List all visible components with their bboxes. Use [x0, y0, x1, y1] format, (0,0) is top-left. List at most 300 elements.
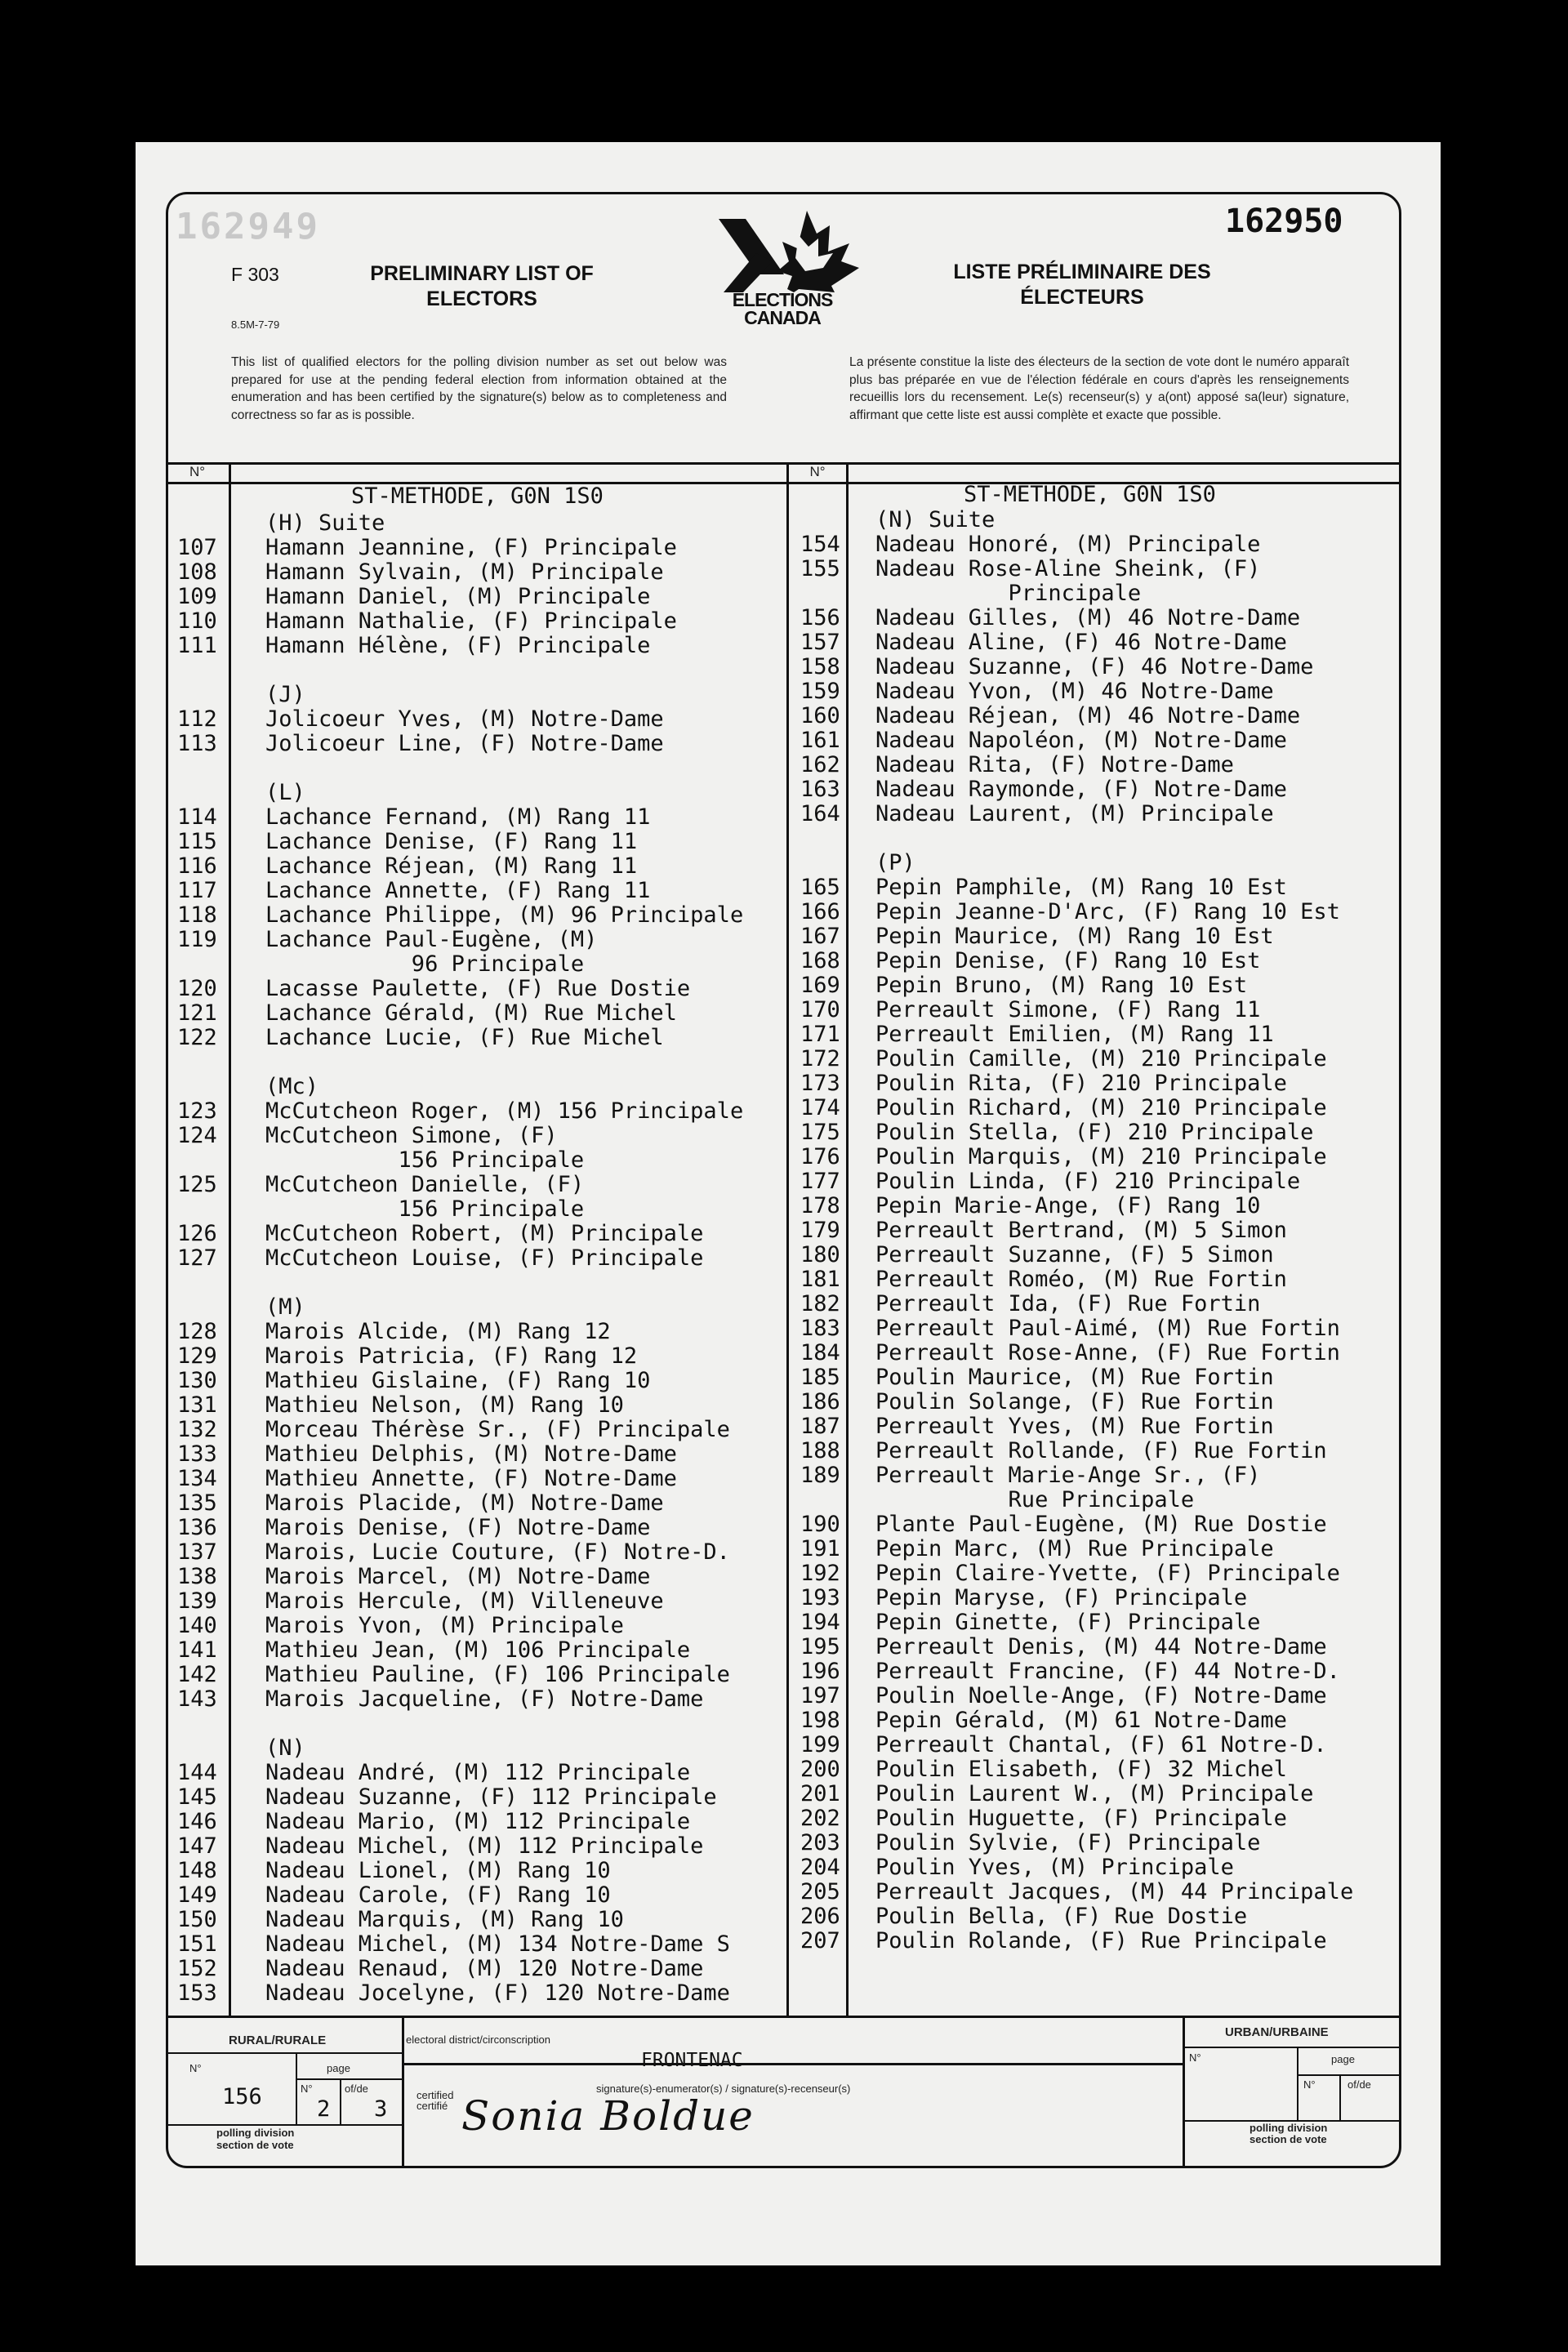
elector-row — [800, 1243, 1405, 1267]
elector-row — [800, 1341, 1405, 1365]
elector-number: 194 — [800, 1610, 840, 1635]
elector-number: 131 — [177, 1392, 217, 1418]
elector-number: 123 — [177, 1098, 217, 1124]
elector-entry: Morceau Thérèse Sr., (F) Principale — [265, 1417, 730, 1442]
elector-entry: Poulin Rolande, (F) Rue Principale — [875, 1928, 1327, 1953]
elector-entry: Nadeau Yvon, (M) 46 Notre-Dame — [875, 679, 1274, 704]
serial-number: 162950 — [1225, 203, 1343, 240]
elector-row — [800, 1145, 1405, 1169]
elector-number: 116 — [177, 853, 217, 879]
elector-row — [177, 1442, 798, 1467]
elector-row — [800, 1414, 1405, 1439]
elector-row — [177, 1859, 798, 1883]
elector-entry: Poulin Yves, (M) Principale — [875, 1855, 1234, 1880]
elector-entry: Pepin Claire-Yvette, (F) Principale — [875, 1561, 1340, 1586]
elector-entry: Perreault Yves, (M) Rue Fortin — [875, 1414, 1274, 1439]
elector-row — [177, 1810, 798, 1834]
elector-number: 173 — [800, 1071, 840, 1096]
elector-row — [800, 949, 1405, 973]
elector-entry: Marois, Lucie Couture, (F) Notre-D. — [265, 1539, 730, 1565]
intro-text-french: La présente constitue la liste des électeurs de la section de vote dont le numéro apparaît plus bas préparée en vue de l'élection fédérale en cours d'après les renseignements recueillis lors du recensement. Le(s) recenseur(s) y a(ont) apposé sa(leur) signature, affirmant que cette liste est aussi complète et exacte que possible. — [849, 355, 1349, 422]
elector-number: 111 — [177, 633, 217, 658]
polling-division-label-en: polling division — [216, 2127, 295, 2139]
elector-row — [177, 805, 798, 830]
elector-entry: Poulin Richard, (M) 210 Principale — [875, 1095, 1327, 1120]
elector-row — [177, 1320, 798, 1344]
elector-number: 184 — [800, 1340, 840, 1365]
elector-number: 160 — [800, 703, 840, 728]
elector-row — [177, 1981, 798, 2006]
elector-number: 133 — [177, 1441, 217, 1467]
elector-number: 136 — [177, 1515, 217, 1540]
certified-label-en: certified — [416, 2089, 454, 2101]
elector-number: 127 — [177, 1245, 217, 1271]
elector-number: 195 — [800, 1634, 840, 1659]
elector-row — [800, 998, 1405, 1022]
elector-entry: Jolicoeur Yves, (M) Notre-Dame — [265, 706, 664, 732]
elector-row — [800, 1390, 1405, 1414]
elector-number: 122 — [177, 1025, 217, 1050]
urban-page-divider — [1297, 2048, 1298, 2122]
elector-number: 144 — [177, 1760, 217, 1785]
elector-number: 137 — [177, 1539, 217, 1565]
elector-number: 179 — [800, 1218, 840, 1243]
elector-row — [177, 658, 798, 683]
urban-page-label: page — [1331, 2053, 1355, 2065]
rural-of-divider — [340, 2080, 341, 2124]
rural-no-label: N° — [189, 2062, 202, 2074]
urban-of-divider — [1339, 2076, 1341, 2122]
intro-text-english: This list of qualified electors for the polling division number as set out below was prepared for use at the pending federal election from information obtained at the enumeration and has been certified by the signature(s) below as to completeness and correctness so far as is possible. — [231, 355, 727, 422]
elector-number: 126 — [177, 1221, 217, 1246]
elector-number: 151 — [177, 1931, 217, 1957]
elector-entry: Perreault Suzanne, (F) 5 Simon — [875, 1242, 1274, 1267]
elector-row — [800, 1708, 1405, 1733]
elector-number: 120 — [177, 976, 217, 1001]
elector-entry: Nadeau Carole, (F) Rang 10 — [265, 1882, 611, 1908]
elector-number: 130 — [177, 1368, 217, 1393]
elector-entry: Pepin Pamphile, (M) Rang 10 Est — [875, 875, 1287, 900]
elector-number: 170 — [800, 997, 840, 1022]
elector-entry: Hamann Jeannine, (F) Principale — [265, 535, 677, 560]
elector-entry: Pepin Maurice, (M) Rang 10 Est — [875, 924, 1274, 949]
elector-number: 189 — [800, 1463, 840, 1488]
urban-polling-label-en: polling division — [1250, 2122, 1328, 2134]
elector-row — [177, 903, 798, 928]
elector-row — [177, 1001, 798, 1026]
elector-entry: Hamann Nathalie, (F) Principale — [265, 608, 677, 634]
elector-number: 196 — [800, 1659, 840, 1684]
elector-row — [177, 1589, 798, 1614]
elector-entry: Perreault Rollande, (F) Rue Fortin — [875, 1438, 1327, 1463]
form-number: F 303 — [231, 264, 279, 285]
elector-entry: Perreault Simone, (F) Rang 11 — [875, 997, 1261, 1022]
elector-number: 178 — [800, 1193, 840, 1218]
elector-row — [177, 1932, 798, 1957]
elector-row — [177, 1418, 798, 1442]
elector-row — [800, 1439, 1405, 1463]
elector-number: 203 — [800, 1830, 840, 1855]
elector-number: 180 — [800, 1242, 840, 1267]
page-no-label: N° — [301, 2082, 313, 2095]
elector-row — [177, 1638, 798, 1663]
elector-entry: Perreault Emilien, (M) Rang 11 — [875, 1022, 1274, 1047]
elector-number: 153 — [177, 1980, 217, 2006]
elector-row — [177, 1050, 798, 1075]
elector-number: 118 — [177, 902, 217, 928]
title-english — [335, 261, 629, 312]
elector-row — [800, 1512, 1405, 1537]
urban-polling-label-fr: section de vote — [1250, 2133, 1327, 2145]
elector-row — [800, 1586, 1405, 1610]
elector-row — [800, 777, 1405, 802]
elector-entry: Poulin Laurent W., (M) Principale — [875, 1781, 1314, 1806]
elector-entry: Perreault Roméo, (M) Rue Fortin — [875, 1267, 1287, 1292]
elector-number: 202 — [800, 1806, 840, 1831]
elector-number: 154 — [800, 532, 840, 557]
elector-entry: Nadeau Renaud, (M) 120 Notre-Dame — [265, 1956, 704, 1981]
elector-entry: Pepin Bruno, (M) Rang 10 Est — [875, 973, 1248, 998]
elector-entry: Rue Principale — [875, 1487, 1195, 1512]
elector-number: 140 — [177, 1613, 217, 1638]
elector-row — [800, 508, 1405, 532]
elector-entry: Perreault Jacques, (M) 44 Principale — [875, 1879, 1354, 1904]
elector-number: 174 — [800, 1095, 840, 1120]
elector-row — [800, 1684, 1405, 1708]
elector-number: 112 — [177, 706, 217, 732]
elector-entry: (N) Suite — [875, 507, 996, 532]
elector-number: 181 — [800, 1267, 840, 1292]
elector-row — [800, 1561, 1405, 1586]
elector-entry: Lachance Paul-Eugène, (M) — [265, 927, 598, 952]
elector-number: 155 — [800, 556, 840, 581]
elector-row — [800, 1782, 1405, 1806]
elector-number: 159 — [800, 679, 840, 704]
elector-row — [177, 536, 798, 560]
elector-number: 128 — [177, 1319, 217, 1344]
elector-entry: Pepin Marc, (M) Rue Principale — [875, 1536, 1274, 1561]
title-english-line2: ELECTORS — [426, 287, 537, 310]
elector-number: 129 — [177, 1343, 217, 1369]
elector-row — [800, 1120, 1405, 1145]
elector-entry: Marois Hercule, (M) Villeneuve — [265, 1588, 664, 1614]
elector-number: 149 — [177, 1882, 217, 1908]
elector-number: 177 — [800, 1169, 840, 1194]
elector-row — [177, 683, 798, 707]
elector-number: 110 — [177, 608, 217, 634]
elector-row — [177, 1761, 798, 1785]
elector-entry: Nadeau Mario, (M) 112 Principale — [265, 1809, 691, 1834]
print-code: 8.5M-7-79 — [231, 318, 280, 331]
elector-entry: Marois Alcide, (M) Rang 12 — [265, 1319, 611, 1344]
elector-row — [800, 1194, 1405, 1218]
elector-row — [177, 1834, 798, 1859]
elector-row — [800, 1365, 1405, 1390]
elector-row — [800, 1831, 1405, 1855]
elector-row — [800, 1071, 1405, 1096]
elector-entry: Nadeau Michel, (M) 134 Notre-Dame S — [265, 1931, 730, 1957]
elector-row — [177, 511, 798, 536]
elector-number: 197 — [800, 1683, 840, 1708]
elector-row — [800, 1880, 1405, 1904]
elector-row — [177, 1516, 798, 1540]
elector-row — [177, 1663, 798, 1687]
elector-number: 148 — [177, 1858, 217, 1883]
page-number: 2 — [317, 2096, 331, 2122]
elector-entry: Nadeau Laurent, (M) Principale — [875, 801, 1274, 826]
elector-row — [800, 851, 1405, 875]
elector-row — [800, 1096, 1405, 1120]
elector-row — [800, 679, 1405, 704]
elector-number: 138 — [177, 1564, 217, 1589]
elector-number: 199 — [800, 1732, 840, 1757]
elector-row — [177, 854, 798, 879]
elector-entry: Pepin Marie-Ange, (F) Rang 10 — [875, 1193, 1261, 1218]
footer-urban-divider — [1183, 2016, 1185, 2168]
elector-row — [800, 630, 1405, 655]
elector-row — [800, 1267, 1405, 1292]
elector-row — [800, 1806, 1405, 1831]
elector-number: 150 — [177, 1907, 217, 1932]
elector-entry: Principale — [875, 581, 1142, 606]
elector-number: 146 — [177, 1809, 217, 1834]
elector-number: 121 — [177, 1000, 217, 1026]
elector-number: 125 — [177, 1172, 217, 1197]
elector-number: 139 — [177, 1588, 217, 1614]
elector-row — [177, 707, 798, 732]
elector-entry: Poulin Bella, (F) Rue Dostie — [875, 1904, 1248, 1929]
elector-entry: Mathieu Gislaine, (F) Rang 10 — [265, 1368, 651, 1393]
elector-row — [800, 1218, 1405, 1243]
elector-number: 158 — [800, 654, 840, 679]
elector-number: 193 — [800, 1585, 840, 1610]
title-french-line2: ÉLECTEURS — [1020, 286, 1144, 309]
elector-entry: Poulin Noelle-Ange, (F) Notre-Dame — [875, 1683, 1327, 1708]
elector-row — [800, 1488, 1405, 1512]
elector-entry: Hamann Daniel, (M) Principale — [265, 584, 651, 609]
polling-division-label-fr: section de vote — [216, 2139, 294, 2151]
title-english-line1: PRELIMINARY LIST OF — [370, 262, 594, 285]
elector-row — [800, 973, 1405, 998]
elector-entry: Nadeau André, (M) 112 Principale — [265, 1760, 691, 1785]
elector-row — [800, 826, 1405, 851]
elector-entry: Perreault Bertrand, (M) 5 Simon — [875, 1218, 1287, 1243]
elector-entry: McCutcheon Robert, (M) Principale — [265, 1221, 704, 1246]
elector-row — [177, 879, 798, 903]
elector-number: 169 — [800, 973, 840, 998]
elector-entry: Nadeau Honoré, (M) Principale — [875, 532, 1261, 557]
elector-number: 191 — [800, 1536, 840, 1561]
elector-entry: Poulin Sylvie, (F) Principale — [875, 1830, 1261, 1855]
elector-entry: (N) — [265, 1735, 305, 1761]
elector-number: 167 — [800, 924, 840, 949]
elector-row — [800, 1635, 1405, 1659]
elector-row — [800, 1659, 1405, 1684]
elector-entry: Marois Placide, (M) Notre-Dame — [265, 1490, 664, 1516]
elector-entry: Mathieu Pauline, (F) 106 Principale — [265, 1662, 730, 1687]
elector-entry: Perreault Rose-Anne, (F) Rue Fortin — [875, 1340, 1340, 1365]
elector-row — [177, 977, 798, 1001]
elector-row — [800, 1316, 1405, 1341]
footer-top-rule — [166, 2016, 1401, 2018]
elector-entry: Nadeau Gilles, (M) 46 Notre-Dame — [875, 605, 1301, 630]
elector-entry: Hamann Hélène, (F) Principale — [265, 633, 651, 658]
logo-wordmark-line1: ELECTIONS — [732, 289, 833, 310]
elector-number: 188 — [800, 1438, 840, 1463]
elector-row — [177, 830, 798, 854]
page-of-label: of/de — [345, 2082, 368, 2095]
elector-entry: Lachance Gérald, (M) Rue Michel — [265, 1000, 677, 1026]
elector-entry: Pepin Jeanne-D'Arc, (F) Rang 10 Est — [875, 899, 1340, 924]
elector-number: 162 — [800, 752, 840, 777]
elector-entry: Poulin Linda, (F) 210 Principale — [875, 1169, 1301, 1194]
urban-rule — [1183, 2047, 1401, 2048]
elector-number: 119 — [177, 927, 217, 952]
elector-number: 168 — [800, 948, 840, 973]
elector-number: 152 — [177, 1956, 217, 1981]
page-total: 3 — [374, 2096, 388, 2122]
elector-row — [177, 781, 798, 805]
elector-entry: Poulin Stella, (F) 210 Principale — [875, 1120, 1314, 1145]
elector-number: 172 — [800, 1046, 840, 1071]
elector-row — [177, 1736, 798, 1761]
elector-number: 204 — [800, 1855, 840, 1880]
elector-entry: Nadeau Rita, (F) Notre-Dame — [875, 752, 1234, 777]
elector-entry: Nadeau Marquis, (M) Rang 10 — [265, 1907, 624, 1932]
signature-label: signature(s)-enumerator(s) / signature(s)-recenseur(s) — [596, 2082, 851, 2095]
elector-entry: Poulin Huguette, (F) Principale — [875, 1806, 1287, 1831]
elector-number: 205 — [800, 1879, 840, 1904]
elector-row — [800, 655, 1405, 679]
elector-number: 142 — [177, 1662, 217, 1687]
elector-row — [177, 1173, 798, 1197]
elector-entry: McCutcheon Louise, (F) Principale — [265, 1245, 704, 1271]
elector-entry: Nadeau Raymonde, (F) Notre-Dame — [875, 777, 1287, 802]
urban-of-label: of/de — [1348, 2078, 1371, 2091]
elector-row — [800, 1610, 1405, 1635]
elector-number: 132 — [177, 1417, 217, 1442]
elector-row — [177, 1957, 798, 1981]
elector-number: 113 — [177, 731, 217, 756]
elector-number: 190 — [800, 1512, 840, 1537]
elector-entry: Marois Jacqueline, (F) Notre-Dame — [265, 1686, 704, 1712]
elector-row — [177, 1271, 798, 1295]
logo-wordmark — [701, 291, 864, 327]
urban-no-label: N° — [1189, 2051, 1201, 2064]
elector-row — [177, 1614, 798, 1638]
elector-number: 206 — [800, 1904, 840, 1929]
elector-entry: Marois Patricia, (F) Rang 12 — [265, 1343, 638, 1369]
elector-row — [800, 900, 1405, 924]
elector-entry: Lachance Fernand, (M) Rang 11 — [265, 804, 651, 830]
elector-entry: Perreault Ida, (F) Rue Fortin — [875, 1291, 1261, 1316]
urban-label: URBAN/URBAINE — [1225, 2025, 1329, 2039]
elector-row — [177, 634, 798, 658]
elector-row — [177, 1712, 798, 1736]
elector-row — [177, 1565, 798, 1589]
elector-number: 200 — [800, 1757, 840, 1782]
elector-entry: Mathieu Jean, (M) 106 Principale — [265, 1637, 691, 1663]
elector-row — [177, 1222, 798, 1246]
elector-number: 124 — [177, 1123, 217, 1148]
rural-page-label: page — [327, 2062, 350, 2074]
elector-row — [177, 1075, 798, 1099]
elector-entry: Nadeau Suzanne, (F) 112 Principale — [265, 1784, 717, 1810]
elector-number: 192 — [800, 1561, 840, 1586]
rural-page-divider — [296, 2054, 297, 2124]
elector-row — [177, 1393, 798, 1418]
elector-entry: Marois Marcel, (M) Notre-Dame — [265, 1564, 651, 1589]
elector-number: 163 — [800, 777, 840, 802]
elector-entry: Perreault Francine, (F) 44 Notre-D. — [875, 1659, 1340, 1684]
elector-row — [800, 606, 1405, 630]
elector-entry: Nadeau Aline, (F) 46 Notre-Dame — [875, 630, 1287, 655]
elector-entry: Nadeau Rose-Aline Sheink, (F) — [875, 556, 1261, 581]
elector-row — [800, 1929, 1405, 1953]
elector-row — [177, 1908, 798, 1932]
rural-page-rule — [296, 2078, 402, 2080]
elector-entry: 156 Principale — [265, 1196, 585, 1222]
elector-entry: Pepin Ginette, (F) Principale — [875, 1610, 1261, 1635]
rural-label: RURAL/RURALE — [229, 2034, 327, 2047]
elector-number: 143 — [177, 1686, 217, 1712]
elector-row — [800, 875, 1405, 900]
left-no-header: N° — [189, 464, 206, 479]
footer-district-rule — [402, 2063, 1183, 2065]
title-french-line1: LISTE PRÉLIMINAIRE DES — [953, 261, 1211, 283]
elector-row — [177, 585, 798, 609]
elector-entry: Marois Yvon, (M) Principale — [265, 1613, 624, 1638]
elector-row — [800, 581, 1405, 606]
elector-entry: Perreault Chantal, (F) 61 Notre-D. — [875, 1732, 1327, 1757]
elector-entry: Poulin Maurice, (M) Rue Fortin — [875, 1365, 1274, 1390]
elector-row — [177, 1026, 798, 1050]
elector-row — [177, 1687, 798, 1712]
elector-number: 201 — [800, 1781, 840, 1806]
elector-entry: Pepin Maryse, (F) Principale — [875, 1585, 1248, 1610]
elector-entry: Poulin Solange, (F) Rue Fortin — [875, 1389, 1274, 1414]
elector-number: 147 — [177, 1833, 217, 1859]
elector-number: 135 — [177, 1490, 217, 1516]
elector-number: 114 — [177, 804, 217, 830]
elector-row — [177, 756, 798, 781]
elector-entry: 96 Principale — [265, 951, 585, 977]
elector-row — [800, 1169, 1405, 1194]
left-column-heading: ST-METHODE, G0N 1S0 — [351, 483, 604, 509]
elector-entry: Poulin Elisabeth, (F) 32 Michel — [875, 1757, 1287, 1782]
elector-row — [177, 1197, 798, 1222]
elector-number: 183 — [800, 1316, 840, 1341]
elector-entry: Mathieu Annette, (F) Notre-Dame — [265, 1466, 677, 1491]
elector-entry: Lachance Lucie, (F) Rue Michel — [265, 1025, 664, 1050]
elector-row — [800, 1757, 1405, 1782]
elector-row — [800, 704, 1405, 728]
polling-division-number: 156 — [222, 2084, 262, 2109]
elector-row — [800, 557, 1405, 581]
elector-entry: Perreault Denis, (M) 44 Notre-Dame — [875, 1634, 1327, 1659]
elector-row — [177, 1344, 798, 1369]
elector-number: 186 — [800, 1389, 840, 1414]
elector-number: 175 — [800, 1120, 840, 1145]
certified-label-fr: certifié — [416, 2100, 448, 2112]
elector-entry: Nadeau Réjean, (M) 46 Notre-Dame — [875, 703, 1301, 728]
elector-number: 176 — [800, 1144, 840, 1169]
elector-entry: Poulin Rita, (F) 210 Principale — [875, 1071, 1287, 1096]
elector-entry: Nadeau Napoléon, (M) Notre-Dame — [875, 728, 1287, 753]
elector-number: 141 — [177, 1637, 217, 1663]
logo-wordmark-line2: CANADA — [744, 307, 821, 328]
district-value: FRONTENAC — [641, 2050, 743, 2071]
